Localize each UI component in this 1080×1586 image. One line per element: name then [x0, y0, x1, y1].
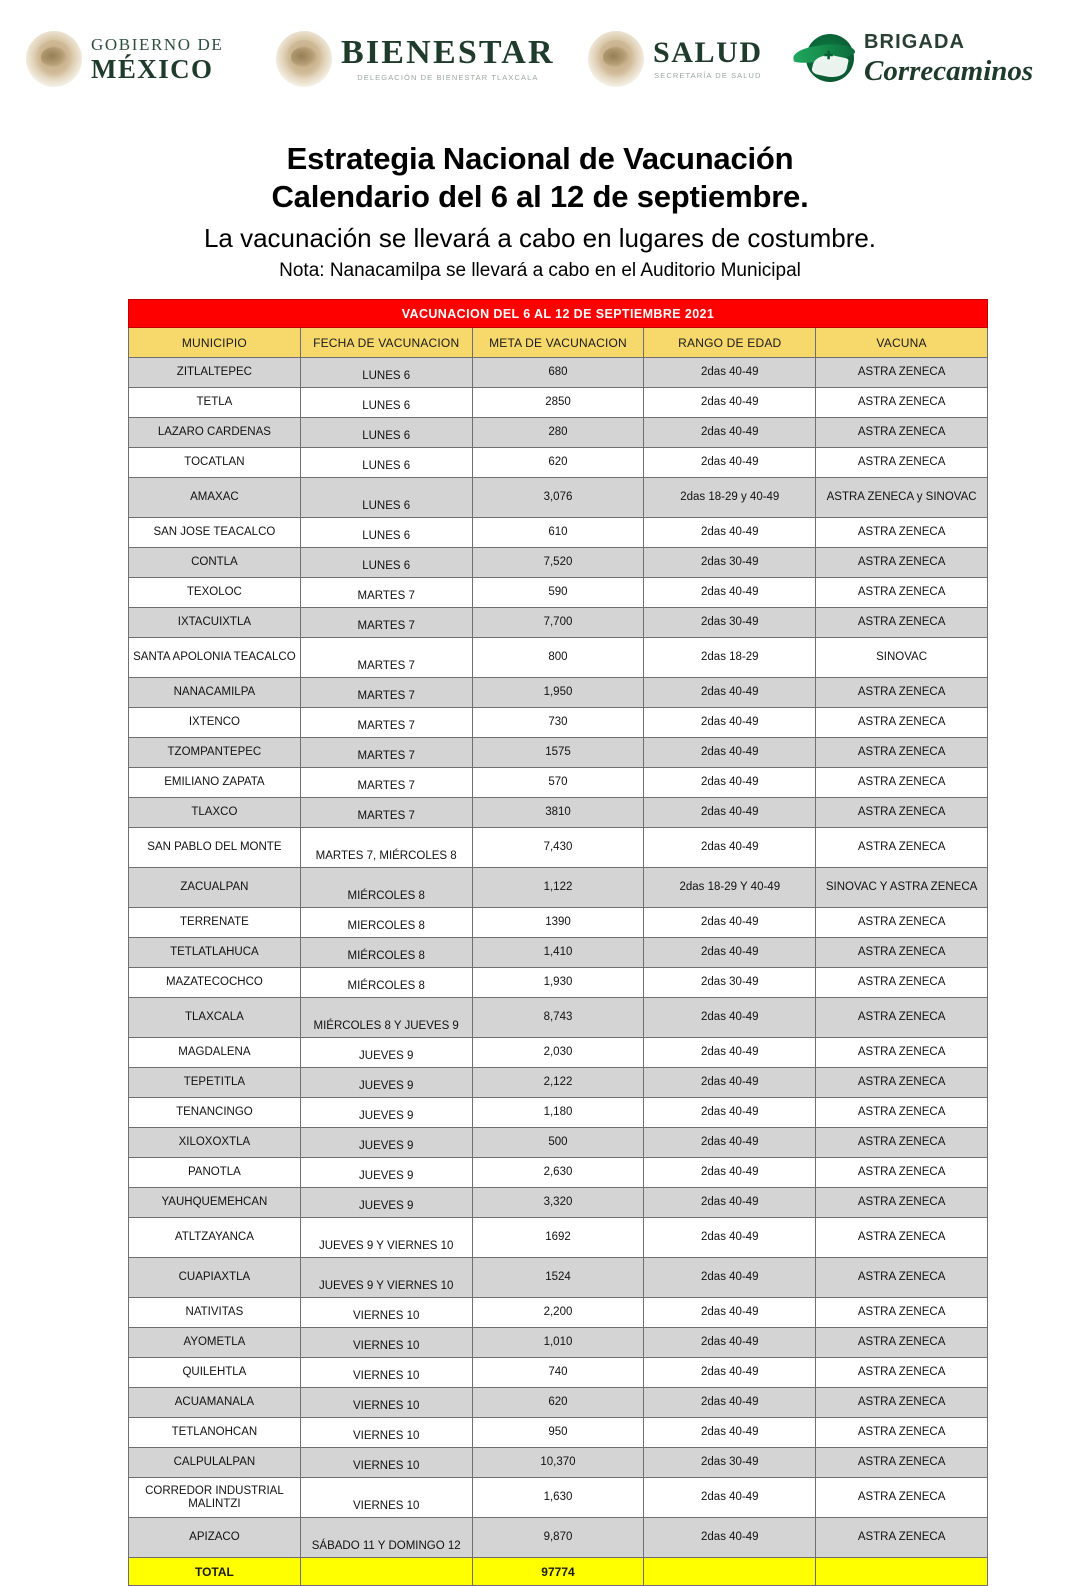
cell-fecha: MIÉRCOLES 8	[300, 868, 472, 908]
cell-meta: 800	[472, 638, 644, 678]
total-fecha	[300, 1558, 472, 1586]
table-row	[129, 478, 988, 518]
vaccination-schedule-table-wrap	[128, 299, 988, 1586]
cell-vacuna: ASTRA ZENECA	[816, 1478, 988, 1518]
cell-fecha: MARTES 7	[300, 578, 472, 608]
cell-meta: 2,630	[472, 1158, 644, 1188]
cell-vacuna: ASTRA ZENECA	[816, 938, 988, 968]
table-row	[129, 1258, 988, 1298]
cell-rango-edad: 2das 40-49	[644, 358, 816, 388]
cell-meta: 9,870	[472, 1518, 644, 1558]
cell-meta: 610	[472, 518, 644, 548]
cell-vacuna: ASTRA ZENECA	[816, 968, 988, 998]
cell-rango-edad: 2das 40-49	[644, 388, 816, 418]
cell-vacuna: ASTRA ZENECA	[816, 1128, 988, 1158]
cell-fecha: MARTES 7	[300, 608, 472, 638]
cell-rango-edad: 2das 18-29	[644, 638, 816, 678]
cell-rango-edad: 2das 40-49	[644, 1258, 816, 1298]
cell-meta: 1,010	[472, 1328, 644, 1358]
cell-fecha: VIERNES 10	[300, 1418, 472, 1448]
document-title-block	[0, 140, 1080, 282]
cell-meta: 7,520	[472, 548, 644, 578]
cell-rango-edad: 2das 40-49	[644, 418, 816, 448]
table-row	[129, 1218, 988, 1258]
cell-fecha: LUNES 6	[300, 518, 472, 548]
cell-meta: 500	[472, 1128, 644, 1158]
cell-vacuna: ASTRA ZENECA	[816, 1258, 988, 1298]
cell-vacuna: ASTRA ZENECA	[816, 1418, 988, 1448]
cell-fecha: JUEVES 9 Y VIERNES 10	[300, 1258, 472, 1298]
bienestar-subtitle: DELEGACIÓN DE BIENESTAR TLAXCALA	[357, 73, 539, 83]
cell-fecha: MARTES 7	[300, 708, 472, 738]
column-header-fecha: FECHA DE VACUNACION	[300, 328, 472, 358]
cell-municipio: TERRENATE	[129, 908, 301, 938]
cell-vacuna: ASTRA ZENECA	[816, 1098, 988, 1128]
logo-bar	[0, 0, 1080, 118]
table-row	[129, 1098, 988, 1128]
cell-rango-edad: 2das 30-49	[644, 1448, 816, 1478]
cell-rango-edad: 2das 40-49	[644, 448, 816, 478]
cell-fecha: VIERNES 10	[300, 1478, 472, 1518]
cell-fecha: JUEVES 9	[300, 1128, 472, 1158]
brigada-line2: Correcaminos	[864, 54, 1034, 87]
cell-rango-edad: 2das 40-49	[644, 518, 816, 548]
table-row	[129, 1448, 988, 1478]
cell-vacuna: ASTRA ZENECA	[816, 678, 988, 708]
cell-meta: 1,950	[472, 678, 644, 708]
cell-municipio: APIZACO	[129, 1518, 301, 1558]
table-row	[129, 768, 988, 798]
cell-vacuna: ASTRA ZENECA	[816, 1218, 988, 1258]
cell-meta: 8,743	[472, 998, 644, 1038]
cell-fecha: MIÉRCOLES 8 Y JUEVES 9	[300, 998, 472, 1038]
cell-meta: 7,700	[472, 608, 644, 638]
cell-vacuna: ASTRA ZENECA	[816, 1188, 988, 1218]
vaccination-schedule-table	[128, 299, 988, 1586]
cell-meta: 2,200	[472, 1298, 644, 1328]
cell-municipio: AMAXAC	[129, 478, 301, 518]
note-text: Nota: Nanacamilpa se llevará a cabo en el Auditorio Municipal	[279, 259, 801, 281]
cell-fecha: MARTES 7	[300, 798, 472, 828]
column-header-municipio: MUNICIPIO	[129, 328, 301, 358]
cell-meta: 1692	[472, 1218, 644, 1258]
cell-fecha: LUNES 6	[300, 358, 472, 388]
column-header-rango: RANGO DE EDAD	[644, 328, 816, 358]
roadrunner-bird-icon: ✚	[793, 31, 855, 87]
cell-vacuna: ASTRA ZENECA	[816, 448, 988, 478]
logo-bienestar	[276, 31, 588, 87]
cell-municipio: TETLATLAHUCA	[129, 938, 301, 968]
table-row	[129, 908, 988, 938]
cell-vacuna: ASTRA ZENECA	[816, 518, 988, 548]
title-line-2: Calendario del 6 al 12 de septiembre.	[271, 178, 809, 214]
cell-municipio: ZITLALTEPEC	[129, 358, 301, 388]
cell-vacuna: ASTRA ZENECA y SINOVAC	[816, 478, 988, 518]
table-row	[129, 1128, 988, 1158]
cell-municipio: NANACAMILPA	[129, 678, 301, 708]
cell-fecha: JUEVES 9	[300, 1158, 472, 1188]
cell-municipio: MAZATECOCHCO	[129, 968, 301, 998]
title-line-1: Estrategia Nacional de Vacunación	[286, 141, 794, 176]
cell-rango-edad: 2das 40-49	[644, 998, 816, 1038]
cell-vacuna: ASTRA ZENECA	[816, 1038, 988, 1068]
cell-vacuna: SINOVAC	[816, 638, 988, 678]
cell-municipio: SAN JOSE TEACALCO	[129, 518, 301, 548]
table-row	[129, 448, 988, 478]
cell-meta: 680	[472, 358, 644, 388]
salud-wordmark: SALUD	[653, 36, 763, 70]
cell-vacuna: ASTRA ZENECA	[816, 418, 988, 448]
cell-rango-edad: 2das 40-49	[644, 708, 816, 738]
table-row	[129, 608, 988, 638]
cell-rango-edad: 2das 40-49	[644, 1418, 816, 1448]
cell-meta: 620	[472, 448, 644, 478]
cell-rango-edad: 2das 30-49	[644, 548, 816, 578]
cell-fecha: MARTES 7	[300, 678, 472, 708]
cell-meta: 3810	[472, 798, 644, 828]
cell-rango-edad: 2das 40-49	[644, 1068, 816, 1098]
cell-municipio: XILOXOXTLA	[129, 1128, 301, 1158]
cell-fecha: MARTES 7	[300, 738, 472, 768]
cell-municipio: IXTENCO	[129, 708, 301, 738]
cell-fecha: LUNES 6	[300, 388, 472, 418]
cell-fecha: JUEVES 9	[300, 1068, 472, 1098]
table-row	[129, 868, 988, 908]
cell-municipio: TENANCINGO	[129, 1098, 301, 1128]
total-vacuna	[816, 1558, 988, 1586]
cell-rango-edad: 2das 40-49	[644, 1328, 816, 1358]
cell-municipio: TZOMPANTEPEC	[129, 738, 301, 768]
table-row	[129, 678, 988, 708]
cell-fecha: MIÉRCOLES 8	[300, 968, 472, 998]
table-row	[129, 1328, 988, 1358]
cell-vacuna: ASTRA ZENECA	[816, 738, 988, 768]
cell-fecha: MARTES 7	[300, 768, 472, 798]
cell-vacuna: SINOVAC Y ASTRA ZENECA	[816, 868, 988, 908]
cell-municipio: PANOTLA	[129, 1158, 301, 1188]
cell-fecha: JUEVES 9	[300, 1098, 472, 1128]
table-banner-row	[129, 300, 988, 328]
cell-vacuna: ASTRA ZENECA	[816, 1298, 988, 1328]
logo-gobierno-mexico	[26, 31, 276, 87]
table-row	[129, 968, 988, 998]
cell-rango-edad: 2das 40-49	[644, 1128, 816, 1158]
cell-vacuna: ASTRA ZENECA	[816, 1518, 988, 1558]
cell-vacuna: ASTRA ZENECA	[816, 708, 988, 738]
cell-meta: 2,122	[472, 1068, 644, 1098]
table-row	[129, 1478, 988, 1518]
cell-meta: 1,930	[472, 968, 644, 998]
cell-meta: 950	[472, 1418, 644, 1448]
cell-fecha: MARTES 7, MIÉRCOLES 8	[300, 828, 472, 868]
cell-fecha: VIERNES 10	[300, 1358, 472, 1388]
cell-municipio: TEPETITLA	[129, 1068, 301, 1098]
cell-rango-edad: 2das 40-49	[644, 1358, 816, 1388]
cell-vacuna: ASTRA ZENECA	[816, 798, 988, 828]
cell-municipio: SAN PABLO DEL MONTE	[129, 828, 301, 868]
mexican-eagle-seal-icon	[276, 31, 332, 87]
cell-vacuna: ASTRA ZENECA	[816, 768, 988, 798]
cell-vacuna: ASTRA ZENECA	[816, 548, 988, 578]
bienestar-wordmark: BIENESTAR	[341, 34, 555, 72]
table-row	[129, 418, 988, 448]
cell-meta: 1,122	[472, 868, 644, 908]
cell-vacuna: ASTRA ZENECA	[816, 1328, 988, 1358]
cell-rango-edad: 2das 40-49	[644, 828, 816, 868]
cell-vacuna: ASTRA ZENECA	[816, 1068, 988, 1098]
gobierno-line1: GOBIERNO DE	[91, 34, 224, 54]
cell-fecha: VIERNES 10	[300, 1328, 472, 1358]
cell-meta: 1,630	[472, 1478, 644, 1518]
brigada-line1: BRIGADA	[864, 30, 966, 53]
cell-vacuna: ASTRA ZENECA	[816, 1358, 988, 1388]
table-row	[129, 1038, 988, 1068]
cell-meta: 570	[472, 768, 644, 798]
table-row	[129, 708, 988, 738]
cell-municipio: CONTLA	[129, 548, 301, 578]
cell-fecha: VIERNES 10	[300, 1298, 472, 1328]
cell-municipio: NATIVITAS	[129, 1298, 301, 1328]
cell-fecha: SÁBADO 11 Y DOMINGO 12	[300, 1518, 472, 1558]
table-column-header-row	[129, 328, 988, 358]
cell-fecha: VIERNES 10	[300, 1448, 472, 1478]
cell-municipio: TETLA	[129, 388, 301, 418]
cell-meta: 740	[472, 1358, 644, 1388]
table-row	[129, 1358, 988, 1388]
cell-fecha: MARTES 7	[300, 638, 472, 678]
table-row	[129, 798, 988, 828]
cell-fecha: MIÉRCOLES 8	[300, 938, 472, 968]
cell-municipio: YAUHQUEMEHCAN	[129, 1188, 301, 1218]
table-row	[129, 828, 988, 868]
gobierno-line2: MÉXICO	[91, 53, 214, 84]
cell-meta: 1524	[472, 1258, 644, 1298]
table-row	[129, 358, 988, 388]
cell-municipio: AYOMETLA	[129, 1328, 301, 1358]
cell-fecha: LUNES 6	[300, 548, 472, 578]
table-row	[129, 548, 988, 578]
cell-municipio: LAZARO CARDENAS	[129, 418, 301, 448]
cell-municipio: TLAXCALA	[129, 998, 301, 1038]
cell-fecha: JUEVES 9	[300, 1038, 472, 1068]
cell-vacuna: ASTRA ZENECA	[816, 608, 988, 638]
cell-vacuna: ASTRA ZENECA	[816, 828, 988, 868]
cell-rango-edad: 2das 40-49	[644, 1158, 816, 1188]
cell-meta: 1390	[472, 908, 644, 938]
cell-municipio: SANTA APOLONIA TEACALCO	[129, 638, 301, 678]
table-row	[129, 518, 988, 548]
cell-meta: 3,320	[472, 1188, 644, 1218]
cell-rango-edad: 2das 40-49	[644, 1388, 816, 1418]
table-total-row	[129, 1558, 988, 1586]
cell-vacuna: ASTRA ZENECA	[816, 358, 988, 388]
cell-rango-edad: 2das 40-49	[644, 798, 816, 828]
cell-fecha: LUNES 6	[300, 418, 472, 448]
table-row	[129, 1188, 988, 1218]
cell-fecha: VIERNES 10	[300, 1388, 472, 1418]
table-row	[129, 1298, 988, 1328]
cell-meta: 3,076	[472, 478, 644, 518]
cell-municipio: QUILEHTLA	[129, 1358, 301, 1388]
table-row	[129, 1068, 988, 1098]
cell-rango-edad: 2das 40-49	[644, 768, 816, 798]
table-row	[129, 578, 988, 608]
table-row	[129, 998, 988, 1038]
table-row	[129, 638, 988, 678]
cell-rango-edad: 2das 40-49	[644, 908, 816, 938]
cell-meta: 1,180	[472, 1098, 644, 1128]
cell-municipio: EMILIANO ZAPATA	[129, 768, 301, 798]
cell-meta: 2850	[472, 388, 644, 418]
cell-meta: 280	[472, 418, 644, 448]
subtitle: La vacunación se llevará a cabo en lugares de costumbre.	[203, 222, 877, 253]
cell-rango-edad: 2das 30-49	[644, 608, 816, 638]
cell-municipio: CALPULALPAN	[129, 1448, 301, 1478]
cell-municipio: CORREDOR INDUSTRIAL MALINTZI	[129, 1478, 301, 1518]
cell-rango-edad: 2das 18-29 y 40-49	[644, 478, 816, 518]
cell-meta: 7,430	[472, 828, 644, 868]
column-header-meta: META DE VACUNACION	[472, 328, 644, 358]
cell-municipio: TEXOLOC	[129, 578, 301, 608]
cell-rango-edad: 2das 40-49	[644, 1298, 816, 1328]
table-row	[129, 738, 988, 768]
cell-municipio: CUAPIAXTLA	[129, 1258, 301, 1298]
cell-meta: 2,030	[472, 1038, 644, 1068]
cell-meta: 10,370	[472, 1448, 644, 1478]
cell-rango-edad: 2das 40-49	[644, 1098, 816, 1128]
cell-vacuna: ASTRA ZENECA	[816, 578, 988, 608]
cell-meta: 620	[472, 1388, 644, 1418]
cell-meta: 730	[472, 708, 644, 738]
cell-rango-edad: 2das 40-49	[644, 1478, 816, 1518]
table-row	[129, 938, 988, 968]
table-row	[129, 388, 988, 418]
column-header-vacuna: VACUNA	[816, 328, 988, 358]
cell-fecha: LUNES 6	[300, 448, 472, 478]
cell-municipio: ZACUALPAN	[129, 868, 301, 908]
total-meta: 97774	[472, 1558, 644, 1586]
mexican-eagle-seal-icon	[588, 31, 644, 87]
logo-brigada-correcaminos	[793, 31, 1058, 88]
table-row	[129, 1388, 988, 1418]
cell-rango-edad: 2das 40-49	[644, 1038, 816, 1068]
cell-municipio: MAGDALENA	[129, 1038, 301, 1068]
cell-vacuna: ASTRA ZENECA	[816, 998, 988, 1038]
cell-municipio: ACUAMANALA	[129, 1388, 301, 1418]
cell-rango-edad: 2das 18-29 Y 40-49	[644, 868, 816, 908]
cell-municipio: ATLTZAYANCA	[129, 1218, 301, 1258]
total-rango	[644, 1558, 816, 1586]
cell-rango-edad: 2das 40-49	[644, 578, 816, 608]
cell-vacuna: ASTRA ZENECA	[816, 388, 988, 418]
cell-rango-edad: 2das 40-49	[644, 678, 816, 708]
total-label: TOTAL	[129, 1558, 301, 1586]
salud-subtitle: SECRETARÍA DE SALUD	[654, 71, 762, 81]
cell-meta: 590	[472, 578, 644, 608]
table-row	[129, 1418, 988, 1448]
table-banner-label: VACUNACION DEL 6 AL 12 DE SEPTIEMBRE 2021	[129, 300, 988, 328]
cell-vacuna: ASTRA ZENECA	[816, 1448, 988, 1478]
cell-rango-edad: 2das 40-49	[644, 938, 816, 968]
cell-vacuna: ASTRA ZENECA	[816, 1388, 988, 1418]
table-row	[129, 1518, 988, 1558]
cell-rango-edad: 2das 40-49	[644, 1218, 816, 1258]
cell-fecha: JUEVES 9 Y VIERNES 10	[300, 1218, 472, 1258]
cell-municipio: TETLANOHCAN	[129, 1418, 301, 1448]
cell-rango-edad: 2das 40-49	[644, 738, 816, 768]
cell-vacuna: ASTRA ZENECA	[816, 908, 988, 938]
cell-fecha: JUEVES 9	[300, 1188, 472, 1218]
mexican-eagle-seal-icon	[26, 31, 82, 87]
cell-municipio: TOCATLAN	[129, 448, 301, 478]
cell-vacuna: ASTRA ZENECA	[816, 1158, 988, 1188]
cell-rango-edad: 2das 30-49	[644, 968, 816, 998]
cell-fecha: MIERCOLES 8	[300, 908, 472, 938]
cell-municipio: IXTACUIXTLA	[129, 608, 301, 638]
cell-meta: 1575	[472, 738, 644, 768]
logo-salud	[588, 31, 793, 87]
cell-rango-edad: 2das 40-49	[644, 1188, 816, 1218]
cell-fecha: LUNES 6	[300, 478, 472, 518]
table-row	[129, 1158, 988, 1188]
cell-meta: 1,410	[472, 938, 644, 968]
cell-municipio: TLAXCO	[129, 798, 301, 828]
cell-rango-edad: 2das 40-49	[644, 1518, 816, 1558]
